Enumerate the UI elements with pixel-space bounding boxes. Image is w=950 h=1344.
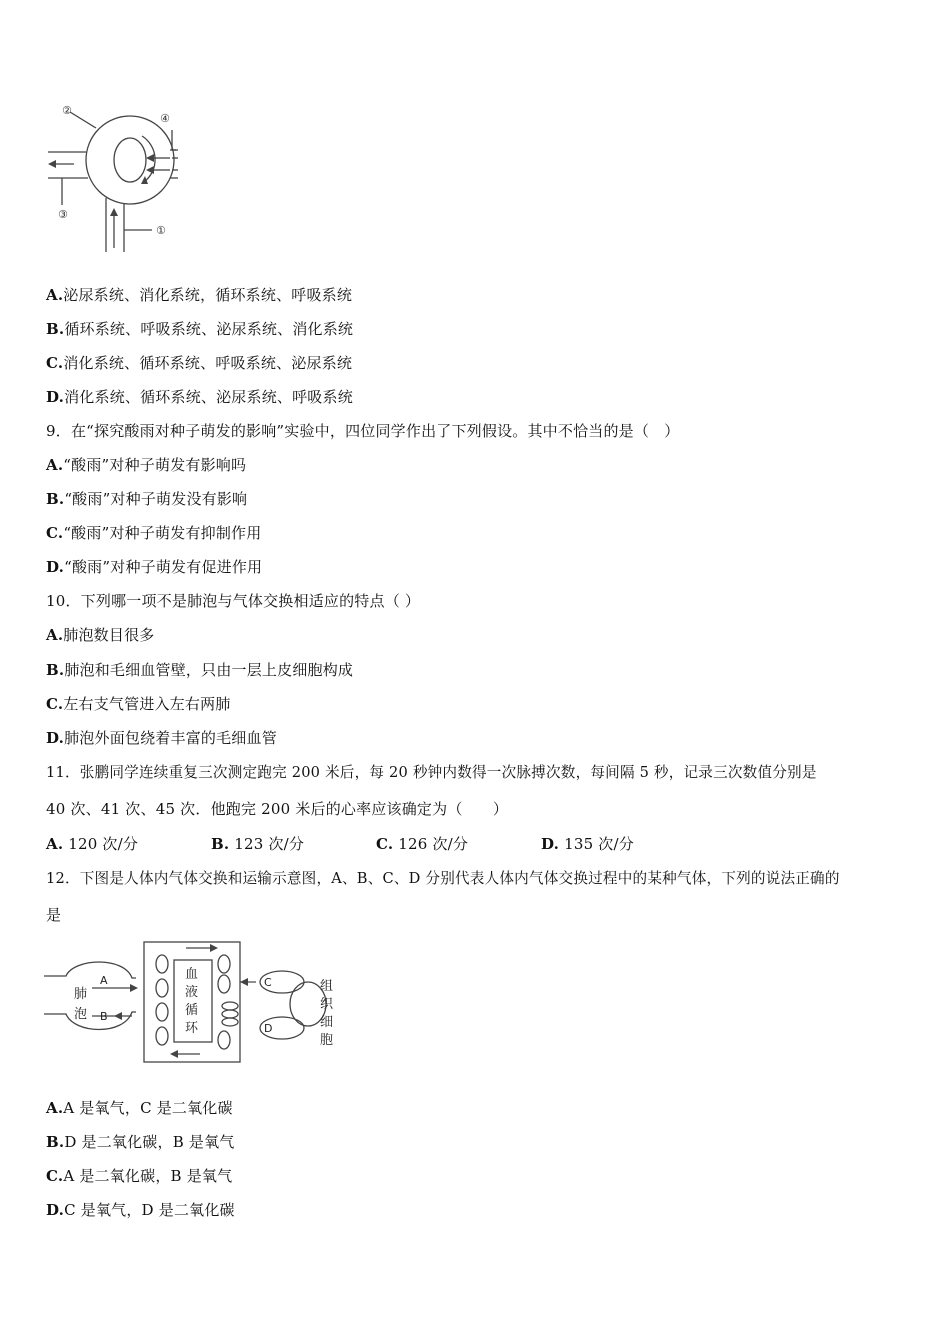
q8-option-b[interactable]: B.循环系统、呼吸系统、泌尿系统、消化系统 (46, 320, 354, 338)
q9-stem: 9．在“探究酸雨对种子萌发的影响”实验中，四位同学作出了下列假设。其中不恰当的是（ ） (46, 422, 680, 440)
arrow-top (210, 944, 218, 952)
heart-circulation-figure (44, 100, 184, 255)
blood-label-4: 环 (185, 1021, 199, 1036)
blood-label-1: 血 (185, 967, 199, 982)
q12-option-d[interactable]: D.C 是氧气，D 是二氧化碳 (46, 1201, 235, 1219)
blood-label-2: 液 (185, 985, 199, 1000)
tissue-label-2: 织 (320, 997, 334, 1012)
arrow-bottom (170, 1050, 178, 1058)
q12-stem-line1: 12．下图是人体内气体交换和运输示意图，A、B、C、D 分别代表人体内气体交换过程中的某种气体，下列的说法正确的 (46, 870, 840, 887)
alveolus-bottom (44, 1012, 136, 1030)
gas-exchange-figure (44, 938, 344, 1068)
alveolus-top (44, 962, 136, 978)
right-arrow-lower (146, 166, 154, 174)
organ-inner-ring (114, 138, 146, 182)
q8-option-a[interactable]: A.泌尿系统、消化系统，循环系统、呼吸系统 (46, 286, 353, 304)
label-3: ③ (58, 208, 68, 221)
tissue-label-3: 细 (320, 1015, 334, 1030)
q11-options (46, 834, 634, 854)
alveolus-label-1: 肺 (74, 987, 88, 1002)
gas-a-label: A (100, 974, 108, 987)
organ-outer-circle (86, 116, 174, 204)
arrow-a (130, 984, 138, 992)
q9-option-b[interactable]: B.“酸雨”对种子萌发没有影响 (46, 490, 248, 508)
q12-stem-line2: 是 (46, 906, 62, 924)
label-4: ④ (160, 112, 170, 125)
gas-b-label: B (100, 1010, 108, 1023)
label-1: ① (156, 224, 166, 237)
q10-option-c[interactable]: C.左右支气管进入左右两肺 (46, 695, 231, 713)
left-arrow (48, 160, 56, 168)
q9-option-a[interactable]: A.“酸雨”对种子萌发有影响吗 (46, 456, 247, 474)
q12-option-b[interactable]: B.D 是二氧化碳，B 是氧气 (46, 1133, 235, 1151)
q10-option-a[interactable]: A.肺泡数目很多 (46, 626, 155, 644)
q12-option-a[interactable]: A.A 是氧气，C 是二氧化碳 (46, 1099, 233, 1117)
q12-option-c[interactable]: C.A 是二氧化碳，B 是氧气 (46, 1167, 233, 1185)
q10-option-d[interactable]: D.肺泡外面包绕着丰富的毛细血管 (46, 729, 277, 747)
gas-c-label: C (264, 976, 272, 989)
right-arrow-upper (146, 154, 154, 162)
q10-stem: 10．下列哪一项不是肺泡与气体交换相适应的特点（ ） (46, 592, 421, 610)
q8-option-d[interactable]: D.消化系统、循环系统、泌尿系统、呼吸系统 (46, 388, 353, 406)
alveolus-label-2: 泡 (74, 1007, 88, 1022)
q8-option-c[interactable]: C.消化系统、循环系统、呼吸系统、泌尿系统 (46, 354, 353, 372)
q11-option-a[interactable]: A. 120 次/分 (46, 835, 139, 853)
q9-option-c[interactable]: C.“酸雨”对种子萌发有抑制作用 (46, 524, 262, 542)
q11-stem-line1: 11．张鹏同学连续重复三次测定跑完 200 米后，每 20 秒钟内数得一次脉搏次数，每间隔 5 秒，记录三次数值分别是 (46, 764, 817, 781)
q11-option-b[interactable]: B. 123 次/分 (211, 835, 305, 853)
blood-label-3: 循 (185, 1003, 199, 1018)
q11-option-c[interactable]: C. 126 次/分 (376, 835, 469, 853)
arrow-b (114, 1012, 122, 1020)
tissue-label-1: 组 (320, 979, 334, 994)
q9-option-d[interactable]: D.“酸雨”对种子萌发有促进作用 (46, 558, 263, 576)
q10-option-b[interactable]: B.肺泡和毛细血管壁，只由一层上皮细胞构成 (46, 661, 354, 679)
label-2: ② (62, 104, 72, 117)
up-arrow (110, 208, 118, 216)
gas-d-label: D (264, 1022, 273, 1035)
q11-stem-line2: 40 次、41 次、45 次．他跑完 200 米后的心率应该确定为（ ） (46, 800, 509, 818)
q11-option-d[interactable]: D. 135 次/分 (541, 835, 634, 853)
arrow-c (240, 978, 248, 986)
tissue-label-4: 胞 (320, 1033, 334, 1048)
